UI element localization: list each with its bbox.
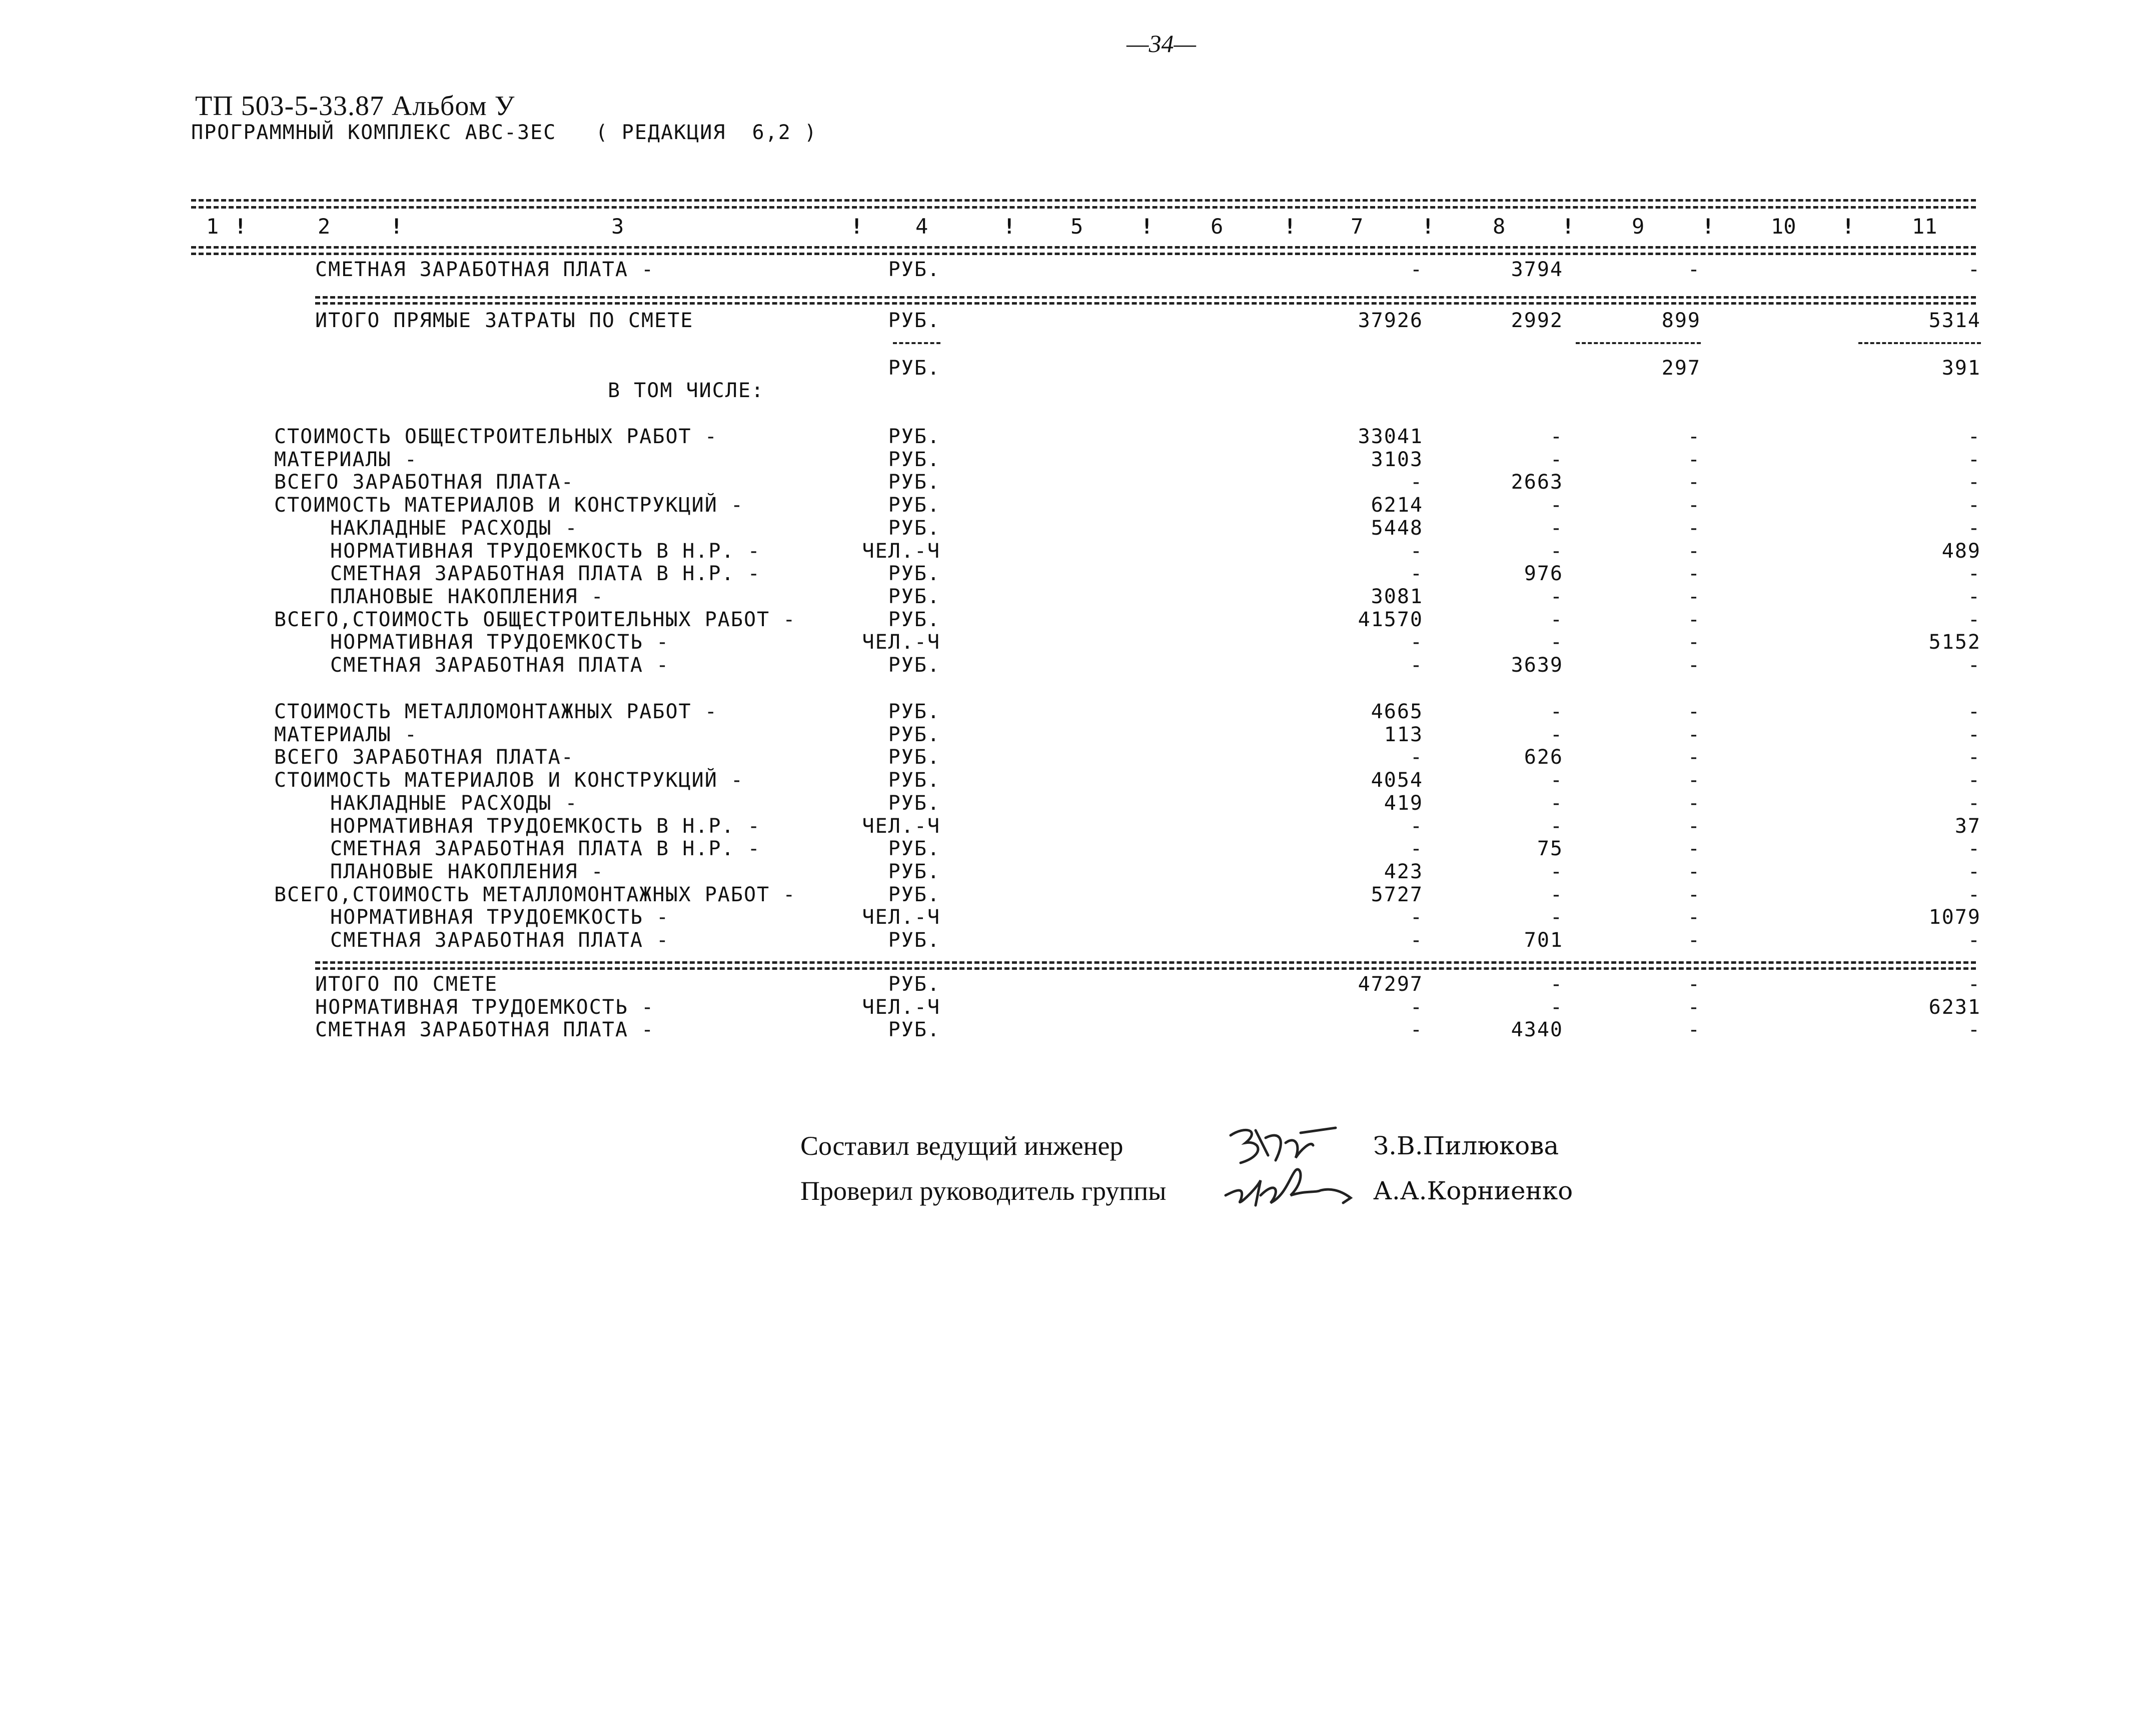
checked-by-name: А.А.Корниенко [1373, 1176, 1573, 1205]
row-label: СМЕТНАЯ ЗАРАБОТНАЯ ПЛАТА - [330, 654, 670, 677]
cell-col-11: - [1967, 883, 1981, 906]
cell-col-11: - [1967, 723, 1981, 746]
cell-col-11: - [1967, 700, 1981, 723]
cell-col-11: - [1967, 769, 1981, 792]
cell-col-11: - [1967, 585, 1981, 608]
row-unit: РУБ. [888, 448, 940, 471]
cell-col-7: 5448 [1371, 516, 1423, 540]
table-row [0, 585, 2156, 608]
row-label: СМЕТНАЯ ЗАРАБОТНАЯ ПЛАТА - [330, 929, 670, 952]
cell-col-9: - [1687, 746, 1701, 769]
cell-col-8: 626 [1524, 746, 1563, 769]
cell-col-7: - [1410, 746, 1423, 769]
cell-col-11: 6231 [1928, 995, 1981, 1019]
column-header-6: 6 [1211, 214, 1224, 239]
row-unit: РУБ. [888, 769, 940, 792]
table-row [0, 379, 2156, 402]
cell-col-7: 419 [1384, 791, 1423, 815]
cell-col-8: - [1550, 860, 1563, 883]
cell-col-9: - [1687, 1018, 1701, 1042]
cell-col-11: - [1967, 562, 1981, 586]
cell-col-11: 5152 [1928, 631, 1981, 654]
cell-col-9: - [1687, 929, 1701, 952]
column-header-3: 3 [611, 214, 624, 239]
row-unit: РУБ. [888, 1018, 940, 1042]
cell-col-11: - [1967, 471, 1981, 494]
cell-col-9: - [1687, 973, 1701, 996]
table-row [0, 837, 2156, 860]
row-unit: ЧЕЛ.-Ч [862, 814, 940, 838]
cell-col-11: - [1967, 1018, 1981, 1042]
table-row [0, 792, 2156, 815]
cell-col-9: - [1687, 448, 1701, 471]
table-row [0, 517, 2156, 540]
cell-col-7: - [1410, 837, 1423, 861]
row-label: ПЛАНОВЫЕ НАКОПЛЕНИЯ - [330, 860, 604, 883]
cell-col-9: - [1687, 608, 1701, 631]
cell-col-9: 899 [1661, 309, 1701, 332]
table-row [0, 929, 2156, 952]
cell-col-7: 33041 [1358, 425, 1423, 448]
row-unit: РУБ. [888, 973, 940, 996]
cell-col-11: 391 [1941, 357, 1981, 380]
row-label: СТОИМОСТЬ МАТЕРИАЛОВ И КОНСТРУКЦИЙ - [274, 769, 744, 792]
row-label: ВСЕГО ЗАРАБОТНАЯ ПЛАТА- [274, 471, 574, 494]
row-unit: РУБ. [888, 700, 940, 723]
row-unit: РУБ. [888, 723, 940, 746]
cell-col-11: - [1967, 746, 1981, 769]
row-label: НОРМАТИВНАЯ ТРУДОЕМКОСТЬ - [330, 631, 670, 654]
row-unit: РУБ. [888, 309, 940, 332]
cell-col-9: - [1687, 791, 1701, 815]
cell-col-11: 1079 [1928, 906, 1981, 929]
page-number: —34— [1127, 30, 1196, 58]
cell-col-9: - [1687, 516, 1701, 540]
cell-col-11: - [1967, 258, 1981, 281]
compiled-by-role: Составил ведущий инженер [800, 1131, 1124, 1161]
cell-col-8: - [1550, 995, 1563, 1019]
cell-col-11: - [1967, 791, 1981, 815]
cell-col-8: 701 [1524, 929, 1563, 952]
cell-col-8: 4340 [1511, 1018, 1563, 1042]
cell-col-9: - [1687, 837, 1701, 861]
cell-col-11: 489 [1941, 539, 1981, 563]
cell-col-7: - [1410, 258, 1423, 281]
cell-col-9: - [1687, 425, 1701, 448]
row-unit: РУБ. [888, 791, 940, 815]
cell-col-8: - [1550, 494, 1563, 517]
row-unit: РУБ. [888, 425, 940, 448]
cell-col-9: - [1687, 471, 1701, 494]
cell-col-9: - [1687, 562, 1701, 586]
table-row [0, 906, 2156, 929]
column-separator: ! [1003, 214, 1016, 239]
compiled-by-name: З.В.Пилюкова [1373, 1131, 1559, 1160]
cell-col-9: - [1687, 723, 1701, 746]
cell-col-9: - [1687, 883, 1701, 906]
row-unit: ЧЕЛ.-Ч [862, 906, 940, 929]
column-header-2: 2 [318, 214, 331, 239]
row-unit: РУБ. [888, 357, 940, 380]
cell-col-7: 41570 [1358, 608, 1423, 631]
cell-col-9: - [1687, 860, 1701, 883]
cell-col-8: - [1550, 585, 1563, 608]
row-label: НОРМАТИВНАЯ ТРУДОЕМКОСТЬ - [315, 995, 655, 1019]
row-label: СТОИМОСТЬ МАТЕРИАЛОВ И КОНСТРУКЦИЙ - [274, 494, 744, 517]
table-row [0, 471, 2156, 494]
cell-col-8: 2663 [1511, 471, 1563, 494]
cell-col-8: 3794 [1511, 258, 1563, 281]
cell-col-8: - [1550, 769, 1563, 792]
cell-col-9: - [1687, 258, 1701, 281]
table-row [0, 608, 2156, 631]
cell-col-9: - [1687, 769, 1701, 792]
cell-col-8: - [1550, 516, 1563, 540]
cell-col-8: - [1550, 883, 1563, 906]
table-row [0, 973, 2156, 996]
row-label: ВСЕГО ЗАРАБОТНАЯ ПЛАТА- [274, 746, 574, 769]
cell-col-8: - [1550, 608, 1563, 631]
cell-col-9: - [1687, 995, 1701, 1019]
cell-col-9: - [1687, 494, 1701, 517]
cell-col-7: - [1410, 1018, 1423, 1042]
cell-col-7: - [1410, 929, 1423, 952]
cell-col-9: - [1687, 585, 1701, 608]
column-header-9: 9 [1632, 214, 1645, 239]
column-separator: ! [1702, 214, 1715, 239]
column-separator: ! [1842, 214, 1855, 239]
row-unit: РУБ. [888, 654, 940, 677]
row-unit: ЧЕЛ.-Ч [862, 539, 940, 563]
table-row [0, 494, 2156, 517]
row-label: СМЕТНАЯ ЗАРАБОТНАЯ ПЛАТА - [315, 1018, 655, 1042]
cell-col-7: - [1410, 471, 1423, 494]
table-row [0, 654, 2156, 677]
row-label: ИТОГО ПРЯМЫЕ ЗАТРАТЫ ПО СМЕТЕ [315, 309, 694, 332]
row-label: НАКЛАДНЫЕ РАСХОДЫ - [330, 516, 578, 540]
cell-col-8: 2992 [1511, 309, 1563, 332]
table-row [0, 723, 2156, 746]
row-label: СМЕТНАЯ ЗАРАБОТНАЯ ПЛАТА В Н.Р. - [330, 562, 761, 586]
column-header-1: 1 [206, 214, 219, 239]
cell-col-9: 297 [1661, 357, 1701, 380]
document-title: ТП 503-5-33.87 Альбом У [195, 91, 515, 122]
cell-col-8: 3639 [1511, 654, 1563, 677]
table-row [0, 425, 2156, 448]
cell-col-11: - [1967, 860, 1981, 883]
cell-col-8: - [1550, 791, 1563, 815]
cell-col-7: 47297 [1358, 973, 1423, 996]
row-label: ВСЕГО,СТОИМОСТЬ ОБЩЕСТРОИТЕЛЬНЫХ РАБОТ - [274, 608, 796, 631]
cell-col-7: 113 [1384, 723, 1423, 746]
cell-col-7: - [1410, 539, 1423, 563]
column-separator: ! [234, 214, 247, 239]
cell-col-7: - [1410, 562, 1423, 586]
row-unit: РУБ. [888, 929, 940, 952]
row-label: СТОИМОСТЬ МЕТАЛЛОМОНТАЖНЫХ РАБОТ - [274, 700, 718, 723]
cell-col-7: 3103 [1371, 448, 1423, 471]
row-label: МАТЕРИАЛЫ - [274, 723, 418, 746]
column-separator: ! [1284, 214, 1297, 239]
cell-col-11: 5314 [1928, 309, 1981, 332]
row-unit: РУБ. [888, 471, 940, 494]
cell-col-11: - [1967, 654, 1981, 677]
cell-col-7: 6214 [1371, 494, 1423, 517]
cell-col-8: - [1550, 814, 1563, 838]
cell-col-8: - [1550, 973, 1563, 996]
table-row [0, 540, 2156, 563]
table-row [0, 700, 2156, 723]
cell-col-9: - [1687, 814, 1701, 838]
cell-col-7: - [1410, 654, 1423, 677]
table-row [0, 1018, 2156, 1041]
cell-col-8: 75 [1537, 837, 1563, 861]
column-header-5: 5 [1070, 214, 1084, 239]
table-row [0, 357, 2156, 380]
cell-col-8: - [1550, 539, 1563, 563]
row-unit: РУБ. [888, 746, 940, 769]
document-subtitle: ПРОГРАММНЫЙ КОМПЛЕКС АВС-ЗЕС ( РЕДАКЦИЯ 6,2 ) [191, 121, 817, 144]
cell-col-11: - [1967, 929, 1981, 952]
cell-col-11: 37 [1954, 814, 1981, 838]
table-row [0, 769, 2156, 792]
row-unit: РУБ. [888, 860, 940, 883]
cell-col-8: - [1550, 631, 1563, 654]
table-row [0, 996, 2156, 1019]
cell-col-9: - [1687, 906, 1701, 929]
table-row [0, 562, 2156, 585]
row-unit: ЧЕЛ.-Ч [862, 631, 940, 654]
cell-col-7: 4054 [1371, 769, 1423, 792]
column-header-10: 10 [1771, 214, 1796, 239]
cell-col-11: - [1967, 837, 1981, 861]
column-separator: ! [850, 214, 863, 239]
cell-col-7: 3081 [1371, 585, 1423, 608]
checked-by-role: Проверил руководитель группы [800, 1176, 1167, 1206]
row-unit: РУБ. [888, 585, 940, 608]
row-label: СМЕТНАЯ ЗАРАБОТНАЯ ПЛАТА В Н.Р. - [330, 837, 761, 861]
row-unit: ЧЕЛ.-Ч [862, 995, 940, 1019]
cell-col-7: - [1410, 814, 1423, 838]
cell-col-11: - [1967, 608, 1981, 631]
column-separator: ! [1141, 214, 1154, 239]
cell-col-8: - [1550, 448, 1563, 471]
cell-col-7: 37926 [1358, 309, 1423, 332]
cell-col-9: - [1687, 654, 1701, 677]
table-row [0, 309, 2156, 332]
cell-col-9: - [1687, 539, 1701, 563]
cell-col-11: - [1967, 973, 1981, 996]
row-label: В ТОМ ЧИСЛЕ: [608, 379, 764, 402]
column-separator: ! [1562, 214, 1575, 239]
cell-col-7: 423 [1384, 860, 1423, 883]
cell-col-8: - [1550, 700, 1563, 723]
row-label: НАКЛАДНЫЕ РАСХОДЫ - [330, 791, 578, 815]
row-unit: РУБ. [888, 608, 940, 631]
cell-col-8: - [1550, 425, 1563, 448]
row-label: НОРМАТИВНАЯ ТРУДОЕМКОСТЬ В Н.Р. - [330, 814, 761, 838]
cell-col-7: - [1410, 631, 1423, 654]
column-header-7: 7 [1351, 214, 1364, 239]
row-unit: РУБ. [888, 883, 940, 906]
row-unit: РУБ. [888, 837, 940, 861]
column-separator: ! [1422, 214, 1435, 239]
table-row [0, 746, 2156, 769]
cell-col-9: - [1687, 631, 1701, 654]
column-header-4: 4 [915, 214, 928, 239]
table-row [0, 883, 2156, 906]
row-unit: РУБ. [888, 258, 940, 281]
row-unit: РУБ. [888, 494, 940, 517]
row-label: НОРМАТИВНАЯ ТРУДОЕМКОСТЬ - [330, 906, 670, 929]
row-label: НОРМАТИВНАЯ ТРУДОЕМКОСТЬ В Н.Р. - [330, 539, 761, 563]
row-label: СТОИМОСТЬ ОБЩЕСТРОИТЕЛЬНЫХ РАБОТ - [274, 425, 718, 448]
column-separator: ! [390, 214, 403, 239]
column-header-8: 8 [1493, 214, 1506, 239]
cell-col-11: - [1967, 448, 1981, 471]
row-label: ПЛАНОВЫЕ НАКОПЛЕНИЯ - [330, 585, 604, 608]
cell-col-8: 976 [1524, 562, 1563, 586]
row-label: МАТЕРИАЛЫ - [274, 448, 418, 471]
row-unit: РУБ. [888, 516, 940, 540]
row-label: СМЕТНАЯ ЗАРАБОТНАЯ ПЛАТА - [315, 258, 655, 281]
table-row [0, 815, 2156, 838]
row-label: ИТОГО ПО СМЕТЕ [315, 973, 498, 996]
cell-col-8: - [1550, 723, 1563, 746]
cell-col-11: - [1967, 425, 1981, 448]
cell-col-7: - [1410, 995, 1423, 1019]
row-unit: РУБ. [888, 562, 940, 586]
cell-col-8: - [1550, 906, 1563, 929]
cell-col-11: - [1967, 516, 1981, 540]
table-row [0, 631, 2156, 654]
cell-col-7: 5727 [1371, 883, 1423, 906]
cell-col-7: - [1410, 906, 1423, 929]
row-label: ВСЕГО,СТОИМОСТЬ МЕТАЛЛОМОНТАЖНЫХ РАБОТ - [274, 883, 796, 906]
table-row [0, 860, 2156, 883]
checker-signature-icon [1221, 1160, 1356, 1215]
table-row [0, 448, 2156, 471]
cell-col-7: 4665 [1371, 700, 1423, 723]
table-row [0, 258, 2156, 281]
column-header-11: 11 [1912, 214, 1937, 239]
cell-col-9: - [1687, 700, 1701, 723]
cell-col-11: - [1967, 494, 1981, 517]
